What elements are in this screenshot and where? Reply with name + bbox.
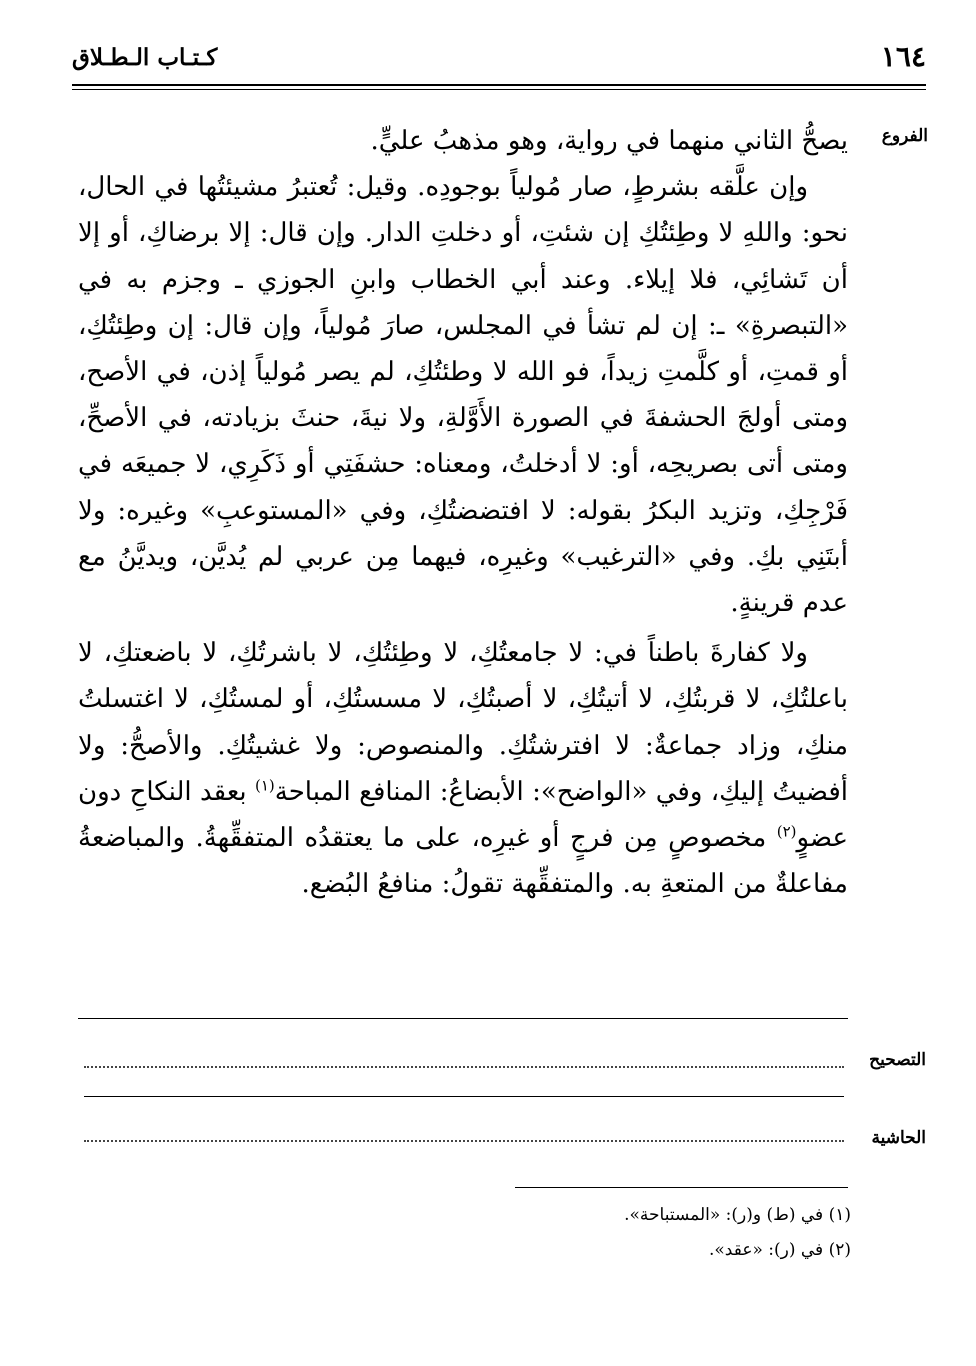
footnote-ref-2: (٢) xyxy=(776,822,797,841)
header-rule xyxy=(72,84,926,90)
paragraph-text: بعقد النكاحِ دون عضوٍ xyxy=(78,776,848,854)
footnote-rule xyxy=(515,1187,848,1188)
paragraph xyxy=(78,630,848,907)
main-text xyxy=(78,118,848,907)
page-number: ١٦٤ xyxy=(880,40,926,73)
opening-line: يصحُّ الثاني منهما في رواية، وهو مذهبُ عليٍّ. xyxy=(370,126,848,156)
text-separator xyxy=(78,1018,848,1019)
footnote-2: (٢) في (ر): «عقد». xyxy=(709,1240,851,1260)
correction-dotted-line xyxy=(84,1066,844,1068)
paragraph: وإن علَّقه بشرطٍ، صار مُولياً بوجودِه. وقيل: تُعتبرُ مشيئتُها في الحال، نحو: واللهِ لا وطِئتُكِ إن شئتِ، أو دخلتِ الدار. وإن قال: إلا برضاكِ، أو إلا أن تَشائِي، فلا إيلاء. وعند أبي الخطاب وابنِ الجوزي ـ وجزم به في «التبصرةِ» ـ: إن لم تشأ في المجلس، صارَ مُولياً، وإن قال: إن وطِئتُكِ، أو قمتِ، أو كلَّمتِ زيداً، فو الله لا وطئتُكِ، لم يصر مُولياً إذن، في الأصح، ومتى أولجَ الحشفةَ في الصورة الأَوَّلةِ، ولا نيةَ، حنثَ بزيادته، في الأصحِّ، ومتى أتى بصريحِه، أو: لا أدخلتُ، ومعناه: حشفَتِي أو ذَكَرِي، لا جميعَه في فَرْجِكِ، وتزيد البكرُ بقوله: لا افتضضتُكِ، وفي «المستوعبِ» وغيره: ولا أبتَنِي بكِ. وفي «الترغيب» وغيرِه، فيهما مِن عربي لم يُديَّن، ويديَّنُ مع عدم قرينةٍ. xyxy=(78,172,848,619)
gloss-dotted-line xyxy=(84,1140,844,1142)
running-title: كـتـاب الـطـلاق xyxy=(72,44,218,71)
margin-label-furu: الفروع xyxy=(881,126,928,146)
paragraph-text: مخصوصٍ مِن فرجٍ أو غيرِه، على ما يعتقدُه المتفقِّهةُ. والمباضعةُ مفاعلةٌ من المتعةِ به. والمتفقِّهة تقولُ: منافعُ البُضع. xyxy=(78,823,848,900)
paragraph-text: ولا كفارةَ باطناً في: لا جامعتُكِ، لا وطِئتُكِ، لا باشرتُكِ، لا باضعتكِ، لا باعلتُكِ، لا قربتُكِ، لا أتيتُكِ، لا أصبتُكِ، لا مسستُكِ، أو لمستُكِ، لا اغتسلتُ منكِ، وزاد جماعةٌ: لا افترشتُكِ. والمنصوص: ولا غشيتُكِ. والأصحُّ: ولا أفضيتُ إليكِ، وفي «الواضح»: الأبضاعُ: المنافع المباحة xyxy=(78,638,849,807)
page-header xyxy=(72,40,926,76)
margin-label-tashih: التصحيح xyxy=(869,1050,926,1070)
correction-rule xyxy=(84,1096,844,1097)
footnote-1: (١) في (ط) و(ر): «المستباحة». xyxy=(624,1205,851,1225)
margin-label-hashiya: الحاشية xyxy=(871,1128,926,1148)
footnote-ref-1: (١) xyxy=(255,776,275,795)
